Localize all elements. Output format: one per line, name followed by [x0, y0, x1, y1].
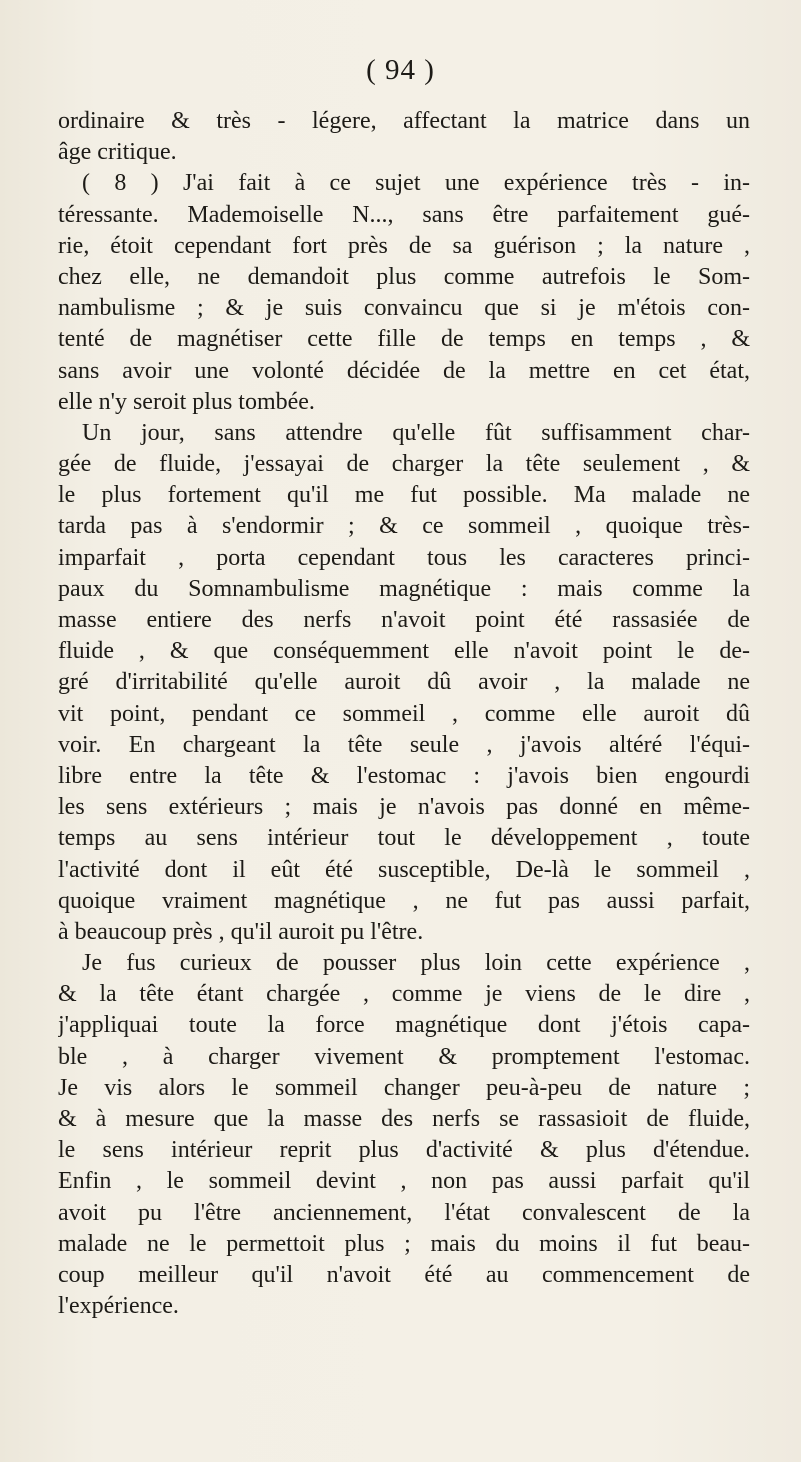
text-line: rie, étoit cependant fort près de sa guérison ; la nature ,: [58, 232, 750, 259]
text-line: l'activité dont il eût été susceptible, De-là le sommeil ,: [58, 856, 750, 883]
text-line: elle n'y seroit plus tombée.: [58, 388, 315, 415]
text-line: ( 8 ) J'ai fait à ce sujet une expérience très - in-: [82, 170, 750, 197]
text-line: Je vis alors le sommeil changer peu-à-peu de nature ;: [58, 1074, 750, 1101]
text-line: âge critique.: [58, 139, 177, 166]
text-line: l'expérience.: [58, 1293, 179, 1320]
text-line: paux du Somnambulisme magnétique : mais comme la: [58, 575, 750, 602]
text-line: & la tête étant chargée , comme je viens de le dire ,: [58, 981, 750, 1008]
text-line: ordinaire & très - légere, affectant la matrice dans un: [58, 108, 750, 134]
text-line: sans avoir une volonté décidée de la mettre en cet état,: [58, 357, 750, 384]
text-line: coup meilleur qu'il n'avoit été au commencement de: [58, 1261, 750, 1288]
text-line: avoit pu l'être anciennement, l'état convalescent de la: [58, 1199, 750, 1226]
text-line: Enfin , le sommeil devint , non pas aussi parfait qu'il: [58, 1168, 750, 1195]
text-line: fluide , & que conséquemment elle n'avoit point le de-: [58, 638, 750, 665]
text-line: imparfait , porta cependant tous les caracteres princi-: [58, 544, 750, 571]
text-line: gré d'irritabilité qu'elle auroit dû avoir , la malade ne: [58, 669, 750, 696]
text-line: libre entre la tête & l'estomac : j'avois bien engourdi: [58, 762, 750, 789]
body-text: [58, 106, 750, 1322]
text-line: à beaucoup près , qu'il auroit pu l'être.: [58, 918, 424, 945]
text-line: temps au sens intérieur tout le développement , toute: [58, 825, 750, 852]
text-line: & à mesure que la masse des nerfs se rassasioit de fluide,: [58, 1106, 750, 1132]
text-line: téressante. Mademoiselle N..., sans être parfaitement gué-: [58, 201, 750, 228]
text-line: malade ne le permettoit plus ; mais du moins il fut beau-: [58, 1230, 750, 1257]
text-line: ble , à charger vivement & promptement l'estomac.: [58, 1043, 750, 1070]
text-line: nambulisme ; & je suis convaincu que si je m'étois con-: [58, 295, 750, 322]
text-line: tarda pas à s'endormir ; & ce sommeil , quoique très-: [58, 513, 750, 540]
text-line: masse entiere des nerfs n'avoit point été rassasiée de: [58, 607, 750, 633]
text-line: vit point, pendant ce sommeil , comme elle auroit dû: [58, 700, 750, 727]
text-line: Je fus curieux de pousser plus loin cette expérience ,: [82, 950, 750, 977]
text-line: Un jour, sans attendre qu'elle fût suffisamment char-: [82, 419, 750, 446]
text-line: chez elle, ne demandoit plus comme autrefois le Som-: [58, 263, 750, 290]
text-line: le sens intérieur reprit plus d'activité & plus d'étendue.: [58, 1137, 750, 1164]
text-line: le plus fortement qu'il me fut possible. Ma malade ne: [58, 482, 750, 509]
text-line: quoique vraiment magnétique , ne fut pas aussi parfait,: [58, 887, 750, 914]
text-line: tenté de magnétiser cette fille de temps en temps , &: [58, 326, 750, 353]
text-line: voir. En chargeant la tête seule , j'avois altéré l'équi-: [58, 731, 750, 758]
page-number: ( 94 ): [366, 54, 435, 86]
text-line: les sens extérieurs ; mais je n'avois pas donné en même-: [58, 794, 750, 821]
text-line: gée de fluide, j'essayai de charger la tête seulement , &: [58, 451, 750, 478]
text-line: j'appliquai toute la force magnétique dont j'étois capa-: [58, 1012, 750, 1039]
